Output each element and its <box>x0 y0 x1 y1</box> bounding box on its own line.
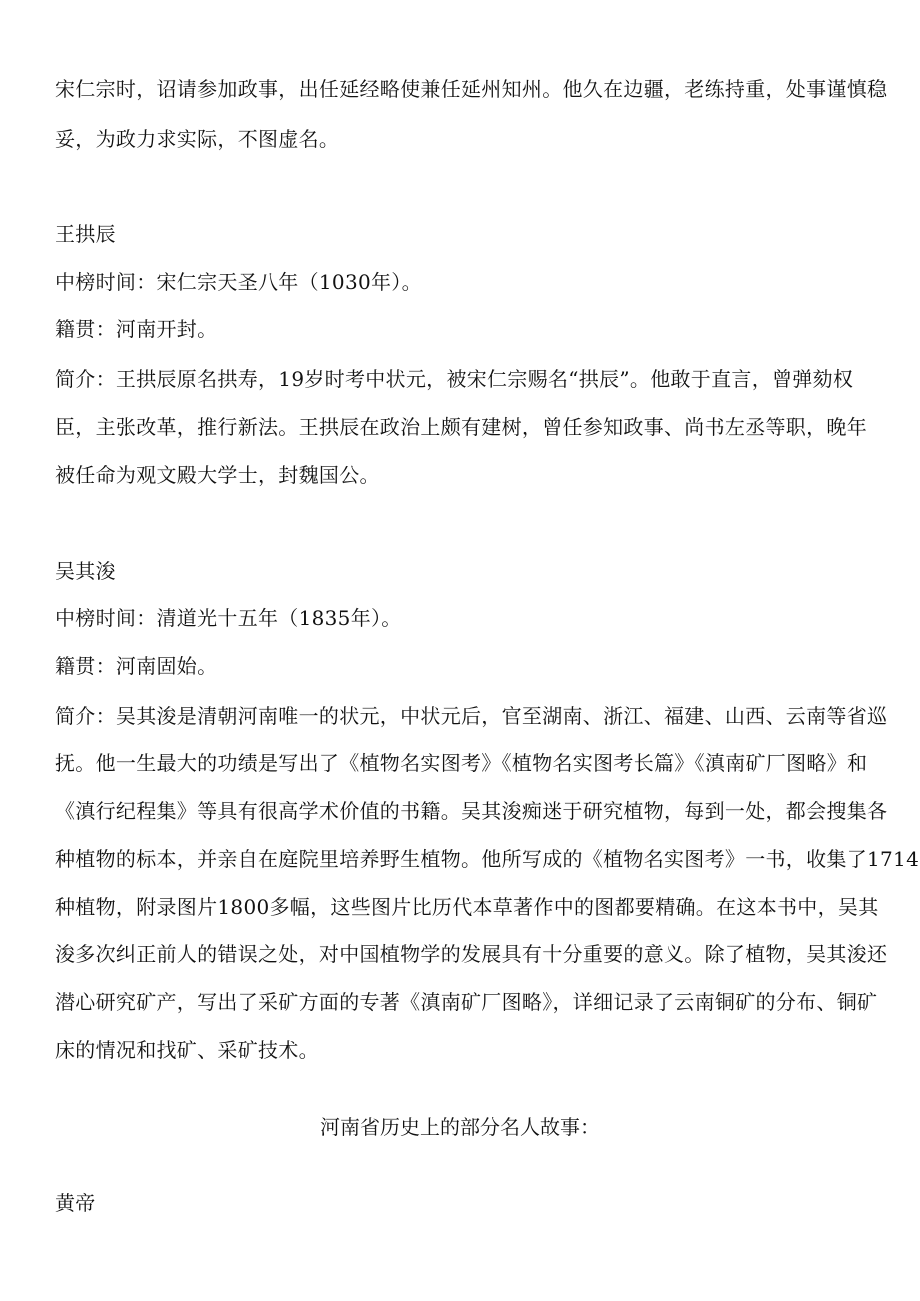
bio-line: 种植物的标本，并亲自在庭院里培养野生植物。他所写成的《植物名实图考》一书，收集了1714 <box>55 847 920 871</box>
bio-line: 臣，主张改革，推行新法。王拱辰在政治上颇有建树，曾任参知政事、尚书左丞等职，晚年 <box>55 415 867 439</box>
bio-line: 床的情况和找矿、采矿技术。 <box>55 1038 319 1062</box>
exam-time: 中榜时间：宋仁宗天圣八年（1030年）。 <box>55 270 422 294</box>
bio-line: 简介：吴其浚是清朝河南唯一的状元，中状元后，官至湖南、浙江、福建、山西、云南等省巡 <box>55 704 888 728</box>
bio-line: 简介：王拱辰原名拱寿，19岁时考中状元，被宋仁宗赐名“拱辰”。他敢于直言，曾弹劾权 <box>55 367 854 391</box>
person-name: 吴其浚 <box>55 559 116 583</box>
origin: 籍贯：河南固始。 <box>55 654 218 678</box>
bio-line: 抚。他一生最大的功绩是写出了《植物名实图考》《植物名实图考长篇》《滇南矿厂图略》和 <box>55 751 868 775</box>
person-name: 王拱辰 <box>55 222 116 246</box>
bio-line: 《滇行纪程集》等具有很高学术价值的书籍。吴其浚痴迷于研究植物，每到一处，都会搜集各 <box>55 799 888 823</box>
bio-line: 种植物，附录图片1800多幅，这些图片比历代本草著作中的图都要精确。在这本书中，吴其 <box>55 895 879 919</box>
origin: 籍贯：河南开封。 <box>55 317 218 341</box>
intro-line-1: 宋仁宗时，诏请参加政事，出任延经略使兼任延州知州。他久在边疆，老练持重，处事谨慎稳 <box>55 77 888 101</box>
person-name: 黄帝 <box>55 1191 96 1215</box>
exam-time: 中榜时间：清道光十五年（1835年）。 <box>55 606 402 630</box>
section-heading: 河南省历史上的部分名人故事： <box>320 1115 600 1139</box>
bio-line: 浚多次纠正前人的错误之处，对中国植物学的发展具有十分重要的意义。除了植物，吴其浚还 <box>55 942 888 966</box>
intro-line-2: 妥，为政力求实际，不图虚名。 <box>55 127 340 151</box>
bio-line: 潜心研究矿产，写出了采矿方面的专著《滇南矿厂图略》，详细记录了云南铜矿的分布、铜矿 <box>55 990 878 1014</box>
bio-line: 被任命为观文殿大学士，封魏国公。 <box>55 463 380 487</box>
